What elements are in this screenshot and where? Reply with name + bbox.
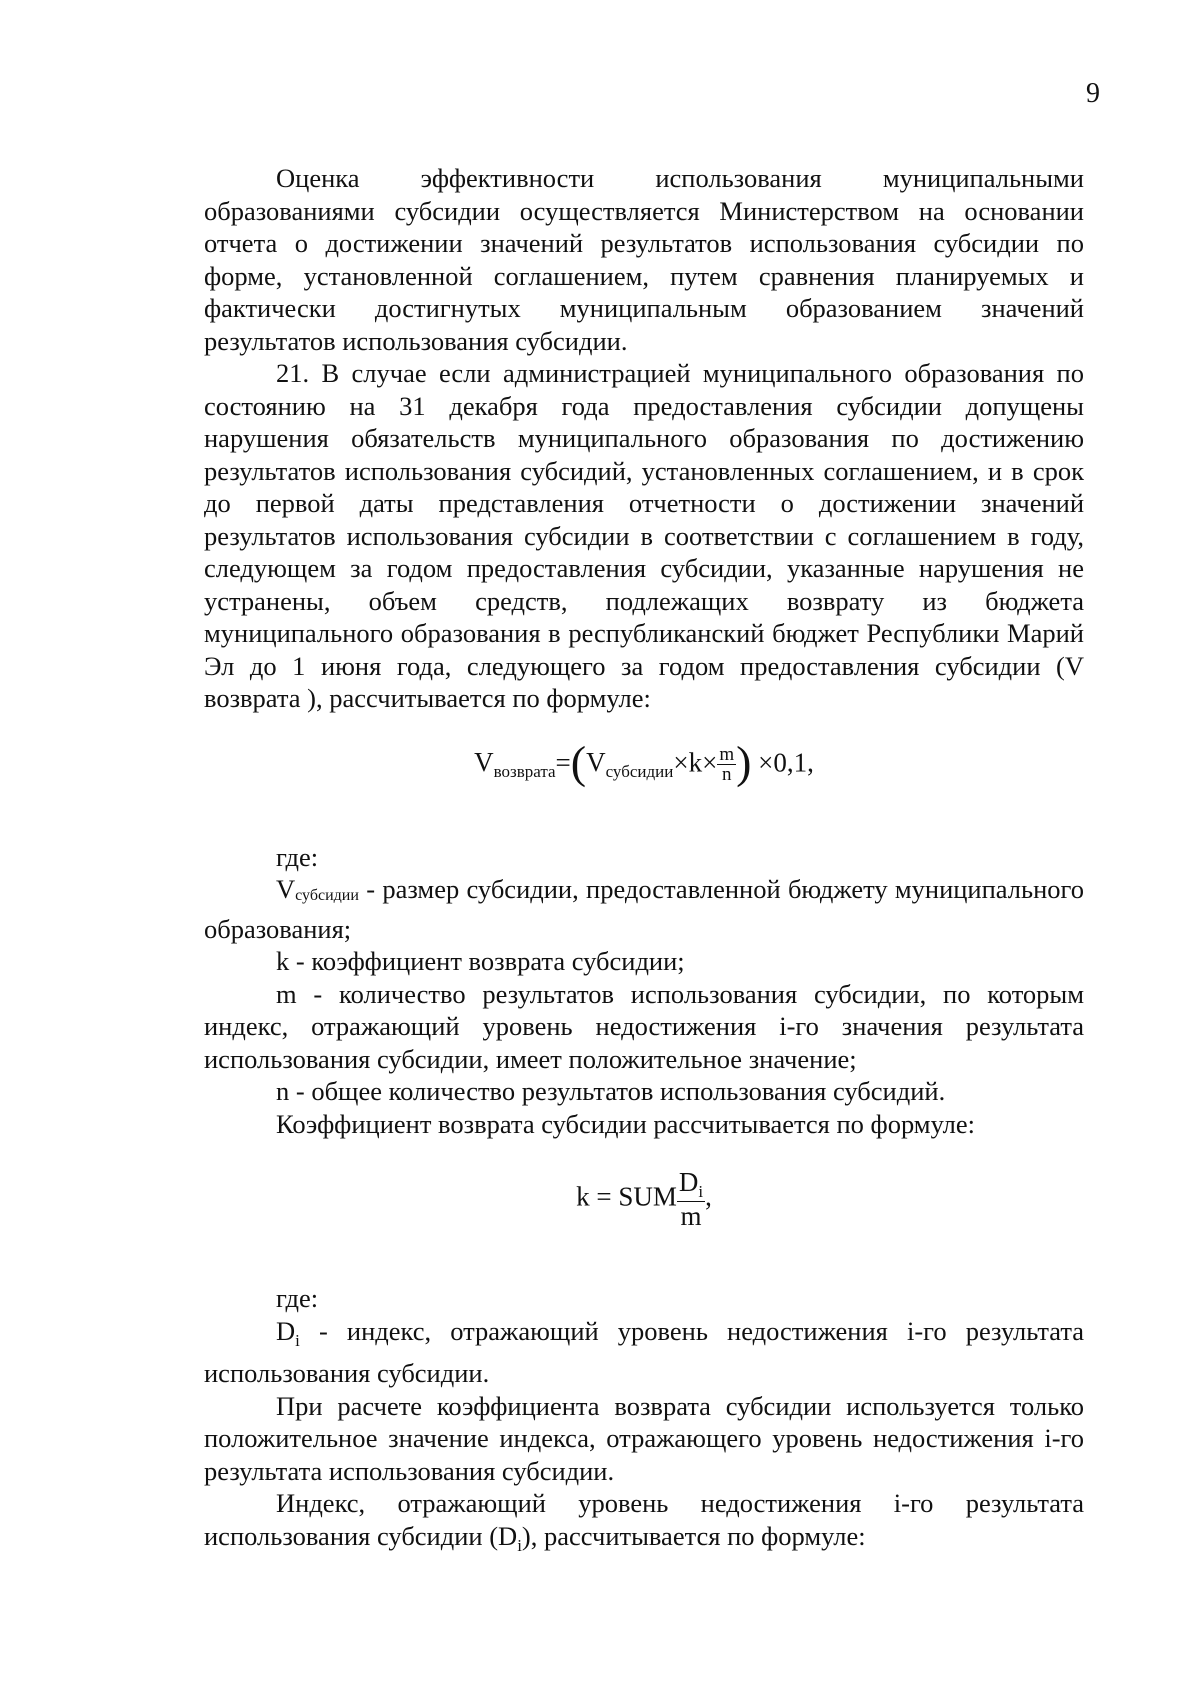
definition-m: m - количество результатов использования субсидии, по которым индекс, отражающий уровень недостижения i-го значения результата использования субсидии, имеет положительное значение; (204, 978, 1084, 1074)
paragraph-21: 21. В случае если администрацией муниципального образования по состоянию на 31 декабря года предоставления субсидии допущены нарушения обязательств муниципального образования по достижению результатов использования субсидий, установленных соглашением, и в срок до первой даты представления отчетности о достижении значений результатов использования субсидии в соответствии с соглашением в году, следующем за годом предоставления субсидии, указанные нарушения не устранены, объем средств, подлежащих возврату из бюджета муниципального образования в республиканский бюджет Республики Марий Эл до 1 июня года, следующего за годом предоставления субсидии (V возврата ), рассчитывается по формуле: (204, 358, 1084, 713)
formula-lhs: $V_{возврата}$ (474, 747, 556, 782)
document-body (204, 162, 1084, 1562)
formula-coefficient (204, 1168, 1084, 1246)
definition-k: k - коэффициент возврата субсидии; (276, 946, 685, 976)
di-symbol: $D_i$ (276, 1315, 300, 1350)
k-formula-intro: Коэффициент возврата субсидии рассчитывается по формуле: (276, 1108, 976, 1139)
where-label-1: где: (276, 841, 319, 872)
formula-equals: = (555, 747, 571, 778)
formula-vsub: $V_{субсидии}$ (586, 747, 674, 782)
definition-di: $D_i$ - индекс, отражающий уровень недостижения i-го результата использования субсидии. (204, 1315, 1084, 1388)
formula-times-k: ×k× (673, 747, 718, 778)
page-number: 9 (1086, 78, 1100, 109)
paragraph-evaluation: Оценка эффективности использования муниципальными образованиями субсидии осуществляется Министерством на основании отчета о достижении значений результатов использования субсидии по форме, установленной соглашением, путем сравнения планируемых и фактически достигнутых муниципальным образованием значений результатов использования субсидии. (204, 163, 1084, 356)
where-label-2: где: (276, 1283, 319, 1313)
formula2-fraction: $\frac{D_i}{m}$ (678, 1167, 704, 1231)
formula-tail: ×0,1, (758, 747, 814, 778)
formula-return-volume (204, 736, 1084, 805)
v-subsidy-symbol: $V_{субсидии}$ (276, 874, 359, 904)
paragraph-index-formula: Индекс, отражающий уровень недостижения i-го результата использования субсидии $(D_i)$, рассчитывается по формуле: (204, 1488, 1084, 1555)
formula-open-paren: ( (570, 736, 587, 788)
formula2-tail: , (705, 1181, 712, 1212)
paragraph-positive-value: При расчете коэффициента возврата субсидии используется только положительное значение индекса, отражающего уровень недостижения i-го результата использования субсидии. (204, 1390, 1084, 1486)
formula-fraction-m-n: $\frac{m}{n}$ (719, 743, 735, 786)
formula2-lhs: k = SUM (576, 1181, 677, 1212)
definition-n: n - общее количество результатов использования субсидий. (276, 1076, 946, 1106)
definition-v-subsidy: $V_{субсидии}$ - размер субсидии, предоставленной бюджету муниципального образования; (204, 874, 1084, 944)
formula-close-paren: ) (736, 736, 752, 788)
